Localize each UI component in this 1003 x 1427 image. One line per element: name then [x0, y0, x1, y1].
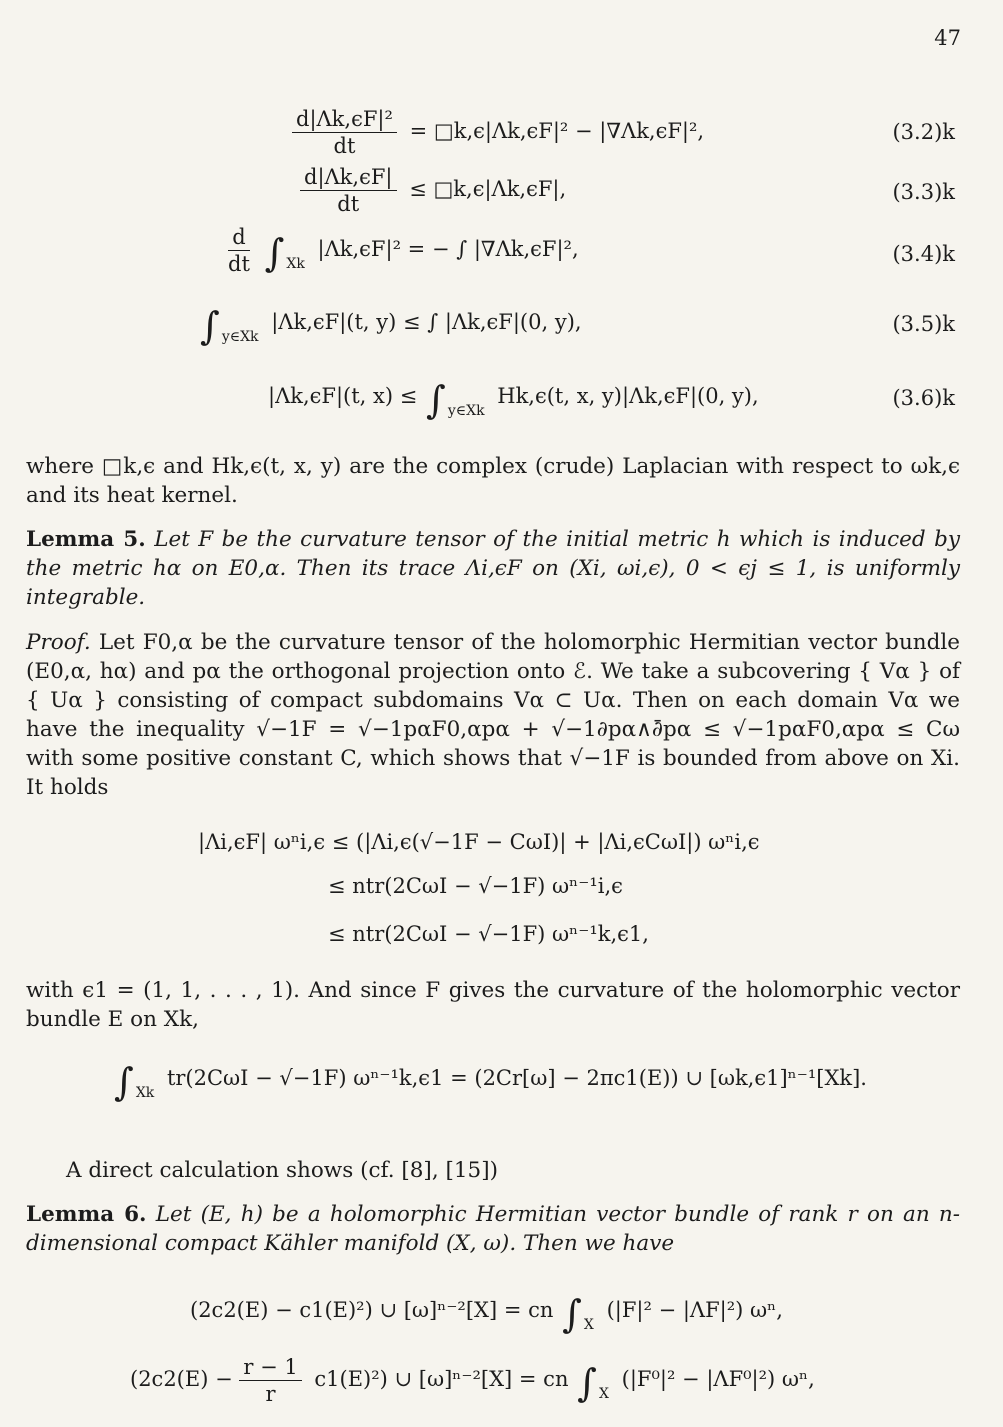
fraction: $\frac{d}{dt}$: [228, 225, 250, 276]
paragraph-direct-calculation: A direct calculation shows (cf. [8], [15]): [66, 1158, 499, 1183]
equation-3-5: ∫ $_{y\in Xk}$ |Λk,ϵF|(t, y) ≤ ∫ |Λk,ϵF|(0, y), (3.5)k: [200, 304, 955, 348]
fraction: $\frac{r - 1}{r}$: [239, 1354, 301, 1407]
equation-tag: (3.4)k: [892, 242, 955, 266]
lemma-5-text: Let F be the curvature tensor of the initial metric h which is induced by the metric hα on E0,α. Then its trace Λi,ϵF on (Xi, ωi,ϵ), 0 < ϵj ≤ 1, is uniformly integrable.: [26, 527, 960, 610]
paragraph-with-epsilon: with ϵ1 = (1, 1, . . . , 1). And since F gives the curvature of the holomorphic vector bundle E on Xk,: [26, 978, 960, 1032]
integral-sign: ∫: [577, 1361, 597, 1405]
page-number: 47: [934, 26, 961, 50]
equation-lhs: |Λk,ϵF|(t, y) ≤ ∫ |Λk,ϵF|(0, y),: [271, 310, 582, 334]
integral-equation: ∫ $_{Xk}$ tr(2CωI − √−1F) ωⁿ⁻¹k,ϵ1 = (2Cr[ω] − 2πc1(E)) ∪ [ωk,ϵ1]ⁿ⁻¹[Xk].: [114, 1060, 867, 1104]
integral-sign: ∫: [264, 231, 285, 275]
integral-sign: ∫: [114, 1060, 134, 1104]
equation-tag: (3.3)k: [892, 180, 955, 204]
bottom-equation-1: (2c2(E) − c1(E)²) ∪ [ω]ⁿ⁻²[X] = cn ∫ $_X$ (|F|² − |ΛF|²) ωⁿ,: [190, 1292, 783, 1336]
equation-tag: (3.6)k: [892, 386, 955, 410]
lemma-5: [26, 525, 960, 612]
equation-rhs: ≤ □k,ϵ|Λk,ϵF|,: [409, 177, 567, 201]
fraction: $\frac{\text{d|Λk,ϵF|²}}{dt}$: [292, 106, 397, 159]
lemma-6-label: Lemma 6.: [26, 1202, 147, 1227]
integral-sign: ∫: [562, 1292, 582, 1336]
equation-tag: (3.2)k: [892, 120, 955, 144]
equation-3-3: [0, 164, 1003, 222]
lemma-5-label: Lemma 5.: [26, 527, 146, 552]
equation-rhs: = □k,ϵ|Λk,ϵF|² − |∇Λk,ϵF|²,: [409, 119, 705, 143]
equation-3-6: |Λk,ϵF|(t, x) ≤ ∫ $_{y\in Xk}$ Hk,ϵ(t, x, y)|Λk,ϵF|(0, y), (3.6)k: [268, 378, 955, 422]
equation-rhs: |Λk,ϵF|² = − ∫ |∇Λk,ϵF|²,: [317, 237, 579, 261]
holds-equation-3: ≤ ntr(2CωI − √−1F) ωⁿ⁻¹k,ϵ1,: [328, 922, 649, 946]
proof: [26, 628, 960, 802]
bottom-equation-2: (2c2(E) − $\frac{r - 1}{r}$ c1(E)²) ∪ [ω]ⁿ⁻²[X] = cn ∫ $_X$ (|F⁰|² − |ΛF⁰|²) ωⁿ,: [130, 1355, 815, 1406]
lemma-6-text: Let (E, h) be a holomorphic Hermitian vector bundle of rank r on an n-dimensional compact Kähler manifold (X, ω). Then we have: [26, 1202, 961, 1256]
equation-lhs: |Λk,ϵF|(t, x) ≤: [268, 384, 418, 408]
proof-text: Let F0,α be the curvature tensor of the holomorphic Hermitian vector bundle (E0,α, hα) and pα the orthogonal projection onto ℰ. We take a subcovering { Vα } of { Uα } consisting of compact subdomains Vα ⊂ Uα. Then on each domain Vα we have the inequality √−1F = √−1pαF0,αpα + √−1∂pα∧∂̄pα ≤ √−1pαF0,αpα ≤ Cω with some positive constant C, which shows that √−1F is bounded from above on Xi. It holds: [26, 630, 960, 800]
fraction: $\frac{d|\Lambda k,\epsilon F|}{dt}$: [300, 164, 397, 217]
lemma-6: [26, 1200, 960, 1258]
proof-label: Proof.: [26, 630, 91, 655]
integral-sign: ∫: [200, 304, 220, 348]
holds-equation-2: ≤ ntr(2CωI − √−1F) ωⁿ⁻¹i,ϵ: [328, 874, 623, 898]
paragraph-where: where □k,ϵ and Hk,ϵ(t, x, y) are the complex (crude) Laplacian with respect to ωk,ϵ and its heat kernel.: [26, 454, 960, 508]
equation-rhs: Hk,ϵ(t, x, y)|Λk,ϵF|(0, y),: [497, 384, 759, 408]
equation-3-4: $\frac{d}{dt}$ ∫ $_{Xk}$ |Λk,ϵF|² = − ∫ |∇Λk,ϵF|², (3.4)k: [228, 225, 955, 276]
equation-3-2: [0, 106, 1003, 164]
integral-sign: ∫: [426, 378, 446, 422]
holds-equation-1: |Λi,ϵF| ωⁿi,ϵ ≤ (|Λi,ϵ(√−1F − CωI)| + |Λi,ϵCωI|) ωⁿi,ϵ: [198, 830, 760, 854]
equation-tag: (3.5)k: [892, 312, 955, 336]
